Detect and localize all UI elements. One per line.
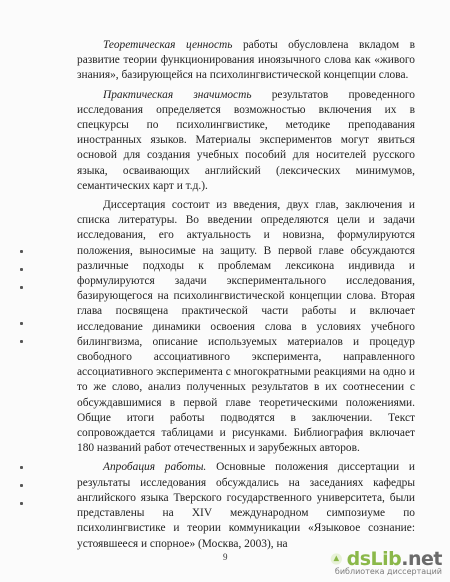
scan-mark: [20, 502, 23, 505]
body-text: [77, 38, 415, 556]
scan-mark: [20, 322, 23, 325]
paragraph-theoretical-value: [77, 38, 415, 84]
paragraph-practical-value: [77, 88, 415, 194]
watermark-logo-main: dsLib: [346, 548, 402, 570]
dslib-logo-icon: [330, 550, 343, 568]
paragraph-approbation: [77, 460, 415, 551]
paragraph-lead: Теоретическая ценность: [103, 39, 233, 51]
scan-mark: [20, 286, 23, 289]
scan-margin-marks: [18, 0, 38, 582]
scan-mark: [20, 340, 23, 343]
scan-mark: [20, 484, 23, 487]
paragraph-body: результатов проведенного исследования определяется возможностью включения их в спецкурсы по психолингвистике, методике преподавания иностранных языков. Материалы экспериментов могут явиться основой для создания учебных пособий для носителей русского языка, осваивающих английский (лексических минимумов, семантических карт и т.д.).: [77, 88, 415, 192]
paragraph-lead: Апробация работы.: [103, 461, 207, 474]
dslib-watermark[interactable]: [330, 542, 442, 576]
paragraph-body: Основные положения диссертации и результаты исследования обсуждались на заседаниях кафедры английского языка Тверского государственного университета, были представлены на XIV международном симпозиуме по психолингвистике и теории коммуникации «Языковое сознание: устоявшееся и спорное» (Москва, 2003), на: [77, 461, 415, 550]
scan-mark: [20, 268, 23, 271]
watermark-subtitle: библиотека диссертаций: [334, 567, 442, 576]
page-number: 9: [223, 552, 228, 562]
watermark-logo-tld: .net: [401, 548, 442, 570]
paragraph-lead: Практическая значимость: [103, 88, 252, 101]
paragraph-structure: Диссертация состоит из введения, двух глав, заключения и списка литературы. Во введении определяются цели и задачи исследования, его актуальность и новизна, формулируются положения, выносимые на защиту. В первой главе обсуждаются различные подходы к проблемам лексикона индивида и формулируются задачи экспериментального исследования, базирующегося на психолингвистической концепции слова. Вторая глава посвящена практической части работы и включает исследование динамики освоения слова в условиях учебного билингвизма, описание используемых материалов и процедур свободного ассоциативного эксперимента, направленного ассоциативного эксперимента с многократными реакциями на одно и то же слово, анализ полученных результатов в их соотнесении с обсуждавшимися в первой главе теоретическими положениями. Общие итоги работы подводятся в заключении. Текст сопровождается таблицами и рисунками. Библиография включает 180 названий работ отечественных и зарубежных авторов.: [77, 199, 415, 455]
scan-mark: [20, 250, 23, 253]
paragraph-body: работы обусловлена вкладом в развитие теории функционирования иноязычного слова как «живого знания», базирующейся на психолингвистической концепции слова.: [77, 39, 415, 82]
scan-mark: [20, 466, 23, 469]
watermark-logo: [347, 549, 442, 569]
